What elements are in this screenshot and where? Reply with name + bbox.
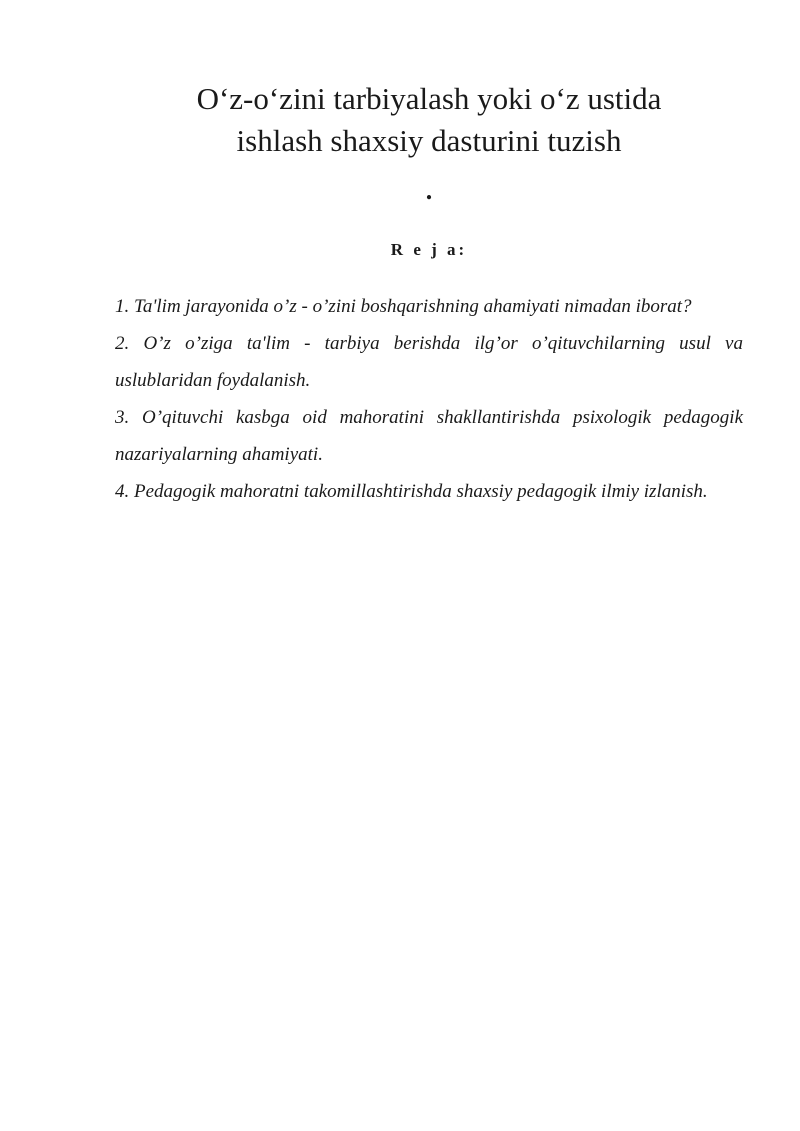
plan-item-2: 2. O’z o’ziga ta'lim - tarbiya berishda ilg’or o’qituvchilarning usul va uslublaridan foydalanish. [115, 333, 743, 391]
plan-list [115, 288, 743, 510]
document-title-line-1: O‘z-o‘zini tarbiyalash yoki o‘z ustida [196, 81, 662, 116]
plan-heading: R e j a: [390, 240, 468, 259]
title-dot: . [425, 176, 433, 205]
document-title-line-2: ishlash shaxsiy dasturini tuzish [236, 123, 622, 158]
plan-item-3: 3. O’qituvchi kasbga oid mahoratini shakllantirishda psixologik pedagogik nazariyalarning ahamiyati. [115, 407, 743, 465]
document-title [115, 78, 743, 162]
plan-item-4: 4. Pedagogik mahoratni takomillashtirishda shaxsiy pedagogik ilmiy izlanish. [115, 481, 708, 502]
plan-item-1: 1. Ta'lim jarayonida o’z - o’zini boshqarishning ahamiyati nimadan iborat? [115, 296, 692, 317]
